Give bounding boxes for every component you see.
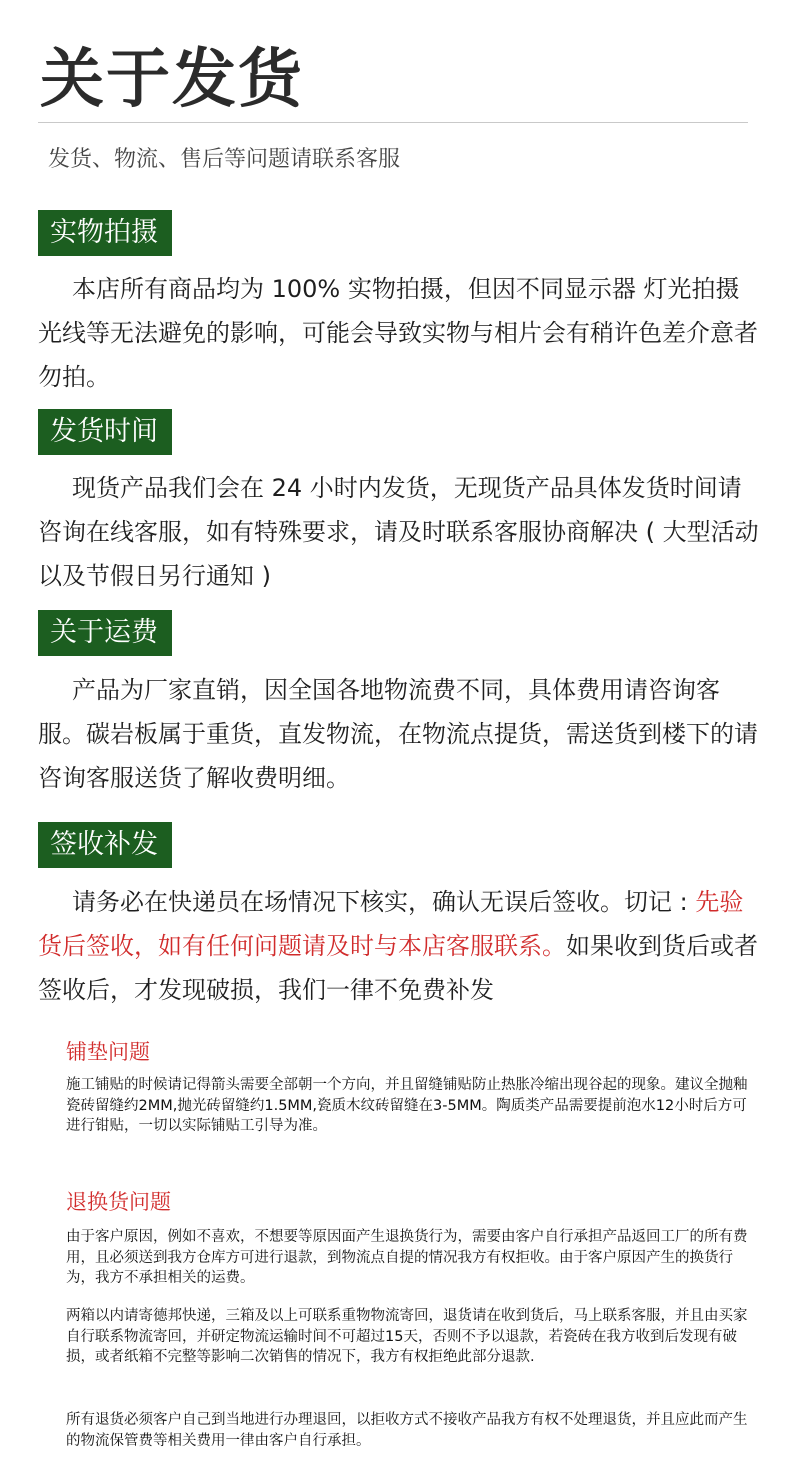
section-tag-shipping-time: 发货时间 bbox=[38, 409, 172, 455]
note-text-paving: 施工铺贴的时候请记得箭头需要全部朝一个方向，并且留缝铺贴防止热胀冷缩出现谷起的现象。建议全抛釉瓷砖留缝约2MM,抛光砖留缝约1.5MM,瓷质木纹砖留缝在3-5MM。陶质类产品需要提前泡水12小时后方可进行钳贴，一切以实际铺贴工引导为准。 bbox=[66, 1077, 748, 1134]
section-tag-signing: 签收补发 bbox=[38, 822, 172, 868]
signing-text-before: 请务必在快递员在场情况下核实，确认无误后签收。切记 : bbox=[72, 888, 696, 916]
page-title: 关于发货 bbox=[40, 43, 304, 117]
note-text-returns-1: 由于客户原因，例如不喜欢，不想要等原因面产生退换货行为，需要由客户自行承担产品返回工厂的所有费用，且必须送到我方仓库方可进行退款，到物流点自提的情况我方有权拒收。由于客户原因产生的换货行为，我方不承担相关的运费。 bbox=[66, 1229, 748, 1286]
section-text-shipping-fee-content: 产品为厂家直销，因全国各地物流费不同，具体费用请咨询客服。碳岩板属于重货，直发物流，在物流点提货，需送货到楼下的请咨询客服送货了解收费明细。 bbox=[38, 676, 758, 792]
note-text-returns-3: 所有退货必须客户自己到当地进行办理退回，以拒收方式不接收产品我方有权不处理退货，并且应此而产生的物流保管费等相关费用一律由客户自行承担。 bbox=[66, 1412, 748, 1449]
section-tag-photo: 实物拍摄 bbox=[38, 210, 172, 256]
section-text-shipping-fee bbox=[38, 668, 760, 800]
section-text-shipping-time-content: 现货产品我们会在 24 小时内发货，无现货产品具体发货时间请咨询在线客服，如有特殊要求，请及时联系客服协商解决 ( 大型活动以及节假日另行通知 ) bbox=[38, 474, 759, 590]
section-text-photo-content: 本店所有商品均为 100% 实物拍摄，但因不同显示器 灯光拍摄光线等无法避免的影响，可能会导致实物与相片会有稍许色差介意者勿拍。 bbox=[38, 275, 758, 391]
title-divider bbox=[38, 122, 748, 123]
signing-text-highlight: 先验货后签收，如有任何问题请及时与本店客服联系。 bbox=[38, 888, 744, 960]
section-text-photo bbox=[38, 267, 760, 399]
section-text-shipping-time bbox=[38, 466, 760, 598]
note-heading-paving: 铺垫问题 bbox=[66, 1040, 150, 1064]
note-heading-returns: 退换货问题 bbox=[66, 1190, 171, 1214]
signing-text-after: 如果收到货后或者签收后，才发现破损，我们一律不免费补发 bbox=[38, 932, 758, 1004]
note-text-returns-2: 两箱以内请寄德邦快递，三箱及以上可联系重物物流寄回，退货请在收到货后，马上联系客服，并且由买家自行联系物流寄回，并研定物流运输时间不可超过15天，否则不予以退款，若瓷砖在我方收到后发现有破损，或者纸箱不完整等影响二次销售的情况下，我方有权拒绝此部分退款. bbox=[66, 1308, 748, 1365]
section-text-signing bbox=[38, 880, 760, 1012]
section-tag-shipping-fee: 关于运费 bbox=[38, 610, 172, 656]
page-subtitle: 发货、物流、售后等问题请联系客服 bbox=[48, 147, 401, 172]
